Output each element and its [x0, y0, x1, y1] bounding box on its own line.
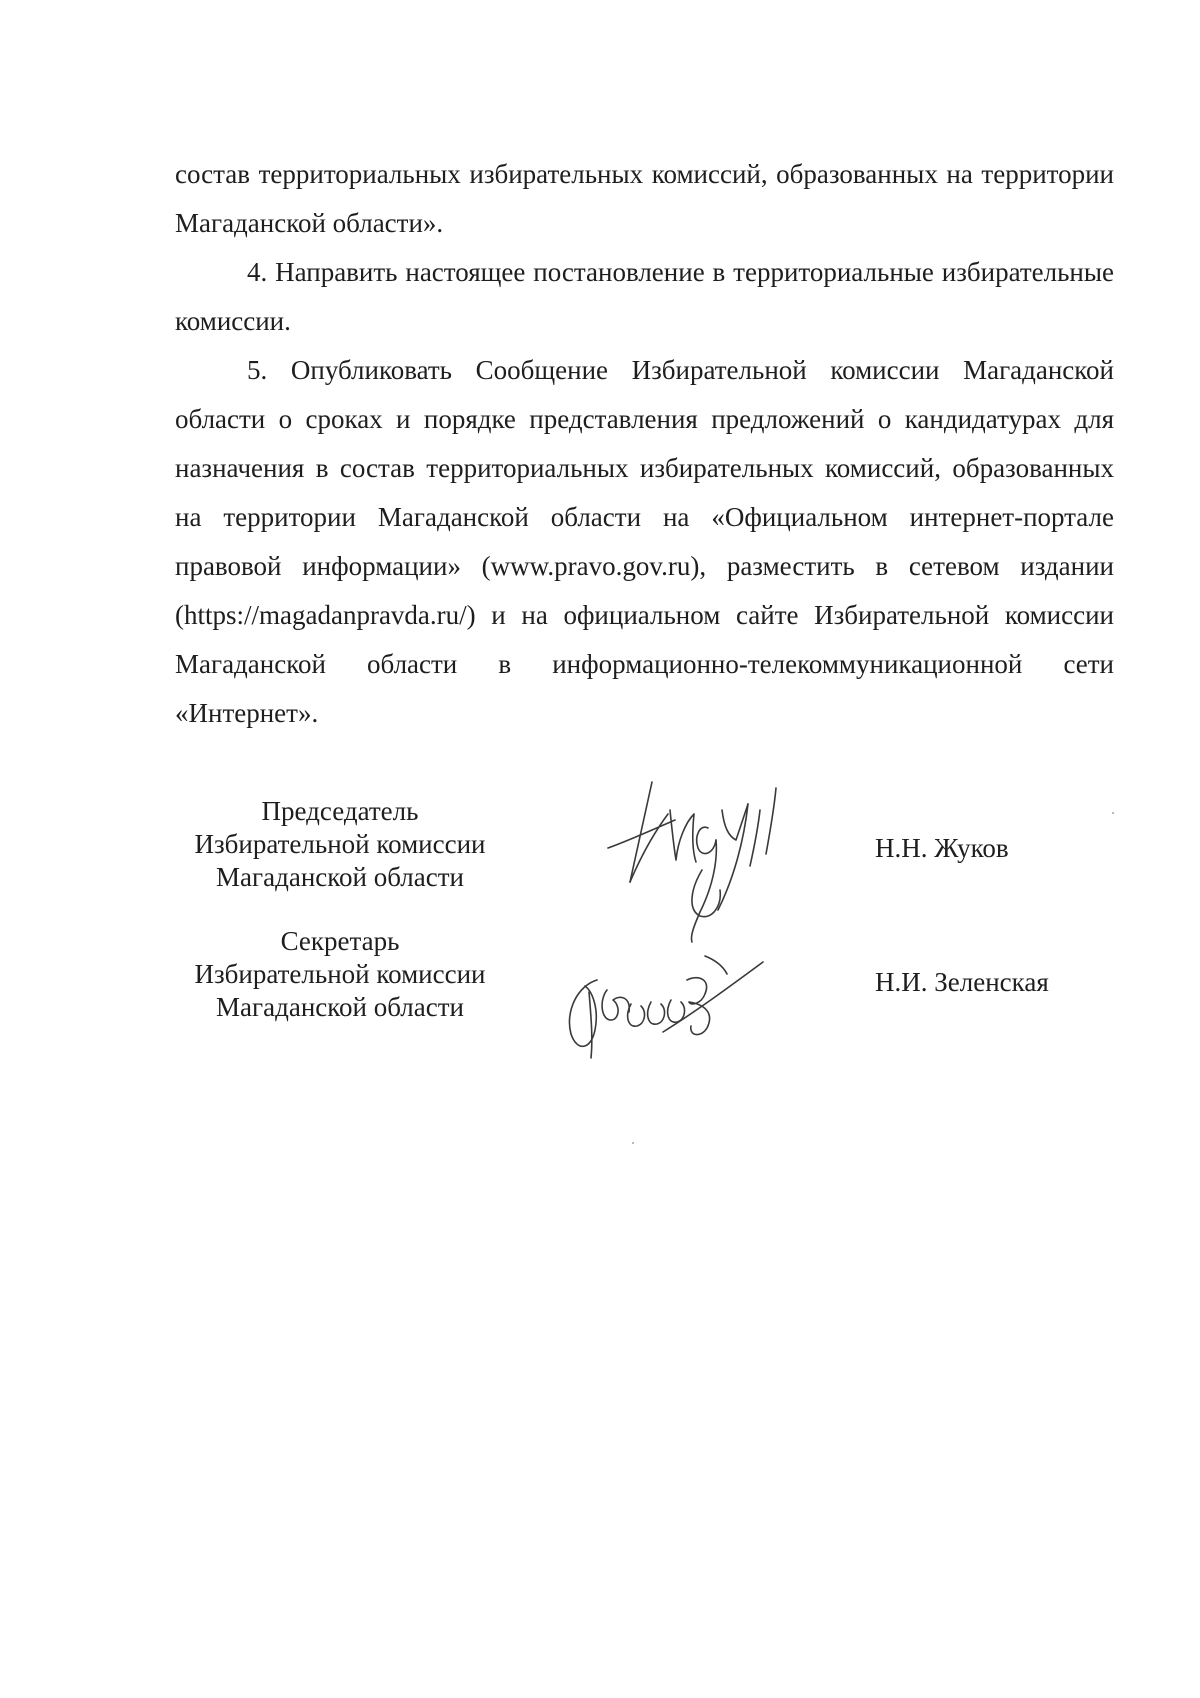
secretary-position-line-3: Магаданской области: [216, 992, 464, 1022]
secretary-signature-icon: [555, 920, 795, 1070]
chairman-position-line-3: Магаданской области: [216, 862, 464, 892]
paragraph-3-continuation: состав территориальных избирательных комиссий, образованных на территории Магаданской области».: [175, 159, 1114, 238]
chairman-position: [175, 795, 505, 894]
secretary-position-line-2: Избирательной комиссии: [194, 959, 486, 989]
document-body: [175, 150, 1114, 738]
chairman-position-line-2: Избирательной комиссии: [194, 829, 486, 859]
chairman-signature-icon: [590, 770, 820, 945]
scan-speck: [1112, 812, 1114, 814]
chairman-position-line-1: Председатель: [261, 796, 419, 826]
secretary-position-line-1: Секретарь: [280, 926, 400, 956]
secretary-position: [175, 925, 505, 1024]
chairman-name: Н.Н. Жуков: [875, 833, 1009, 863]
secretary-name: Н.И. Зеленская: [875, 967, 1049, 997]
paragraph-4: 4. Направить настоящее постановление в территориальные избирательные комиссии.: [175, 257, 1114, 336]
paragraph-5: 5. Опубликовать Сообщение Избирательной комиссии Магаданской области о сроках и порядке представления предложений о кандидатурах для назначения в состав территориальных избирательных комиссий, образованных на территории Магаданской области на «Официальном интернет-портале правовой информации» (www.pravo.gov.ru), разместить в сетевом издании (https://magadanpravda.ru/) и на официальном сайте Избирательной комиссии Магаданской области в информационно-телекоммуникационной сети «Интернет».: [175, 355, 1114, 728]
scan-speck: [632, 1142, 634, 1144]
